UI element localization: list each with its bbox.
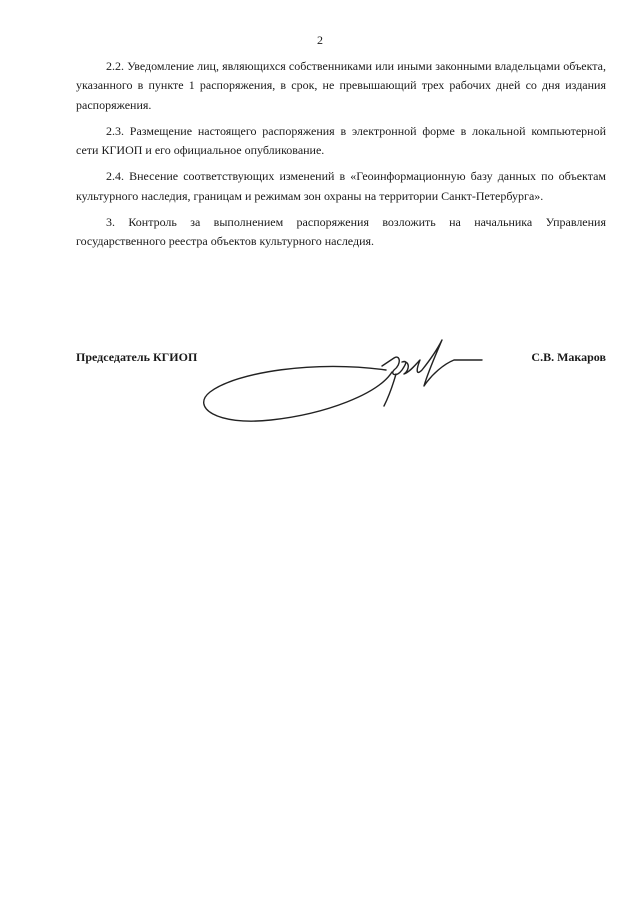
paragraph-line: компьютерной сети КГИОП и его официальное опубликование. [76, 123, 607, 158]
document-body [76, 57, 606, 259]
paragraph-line: 3. Контроль за выполнением распоряжения возложить на начальника Управления [106, 215, 606, 230]
page-number: 2 [317, 33, 323, 47]
paragraph-2-4 [76, 167, 606, 206]
paragraph-line: 2.3. Размещение настоящего распоряжения в электронной форме в локальной [106, 123, 526, 138]
paragraph-line: объекта, указанного в пункте 1 распоряжения, в срок, не превышающий трех рабочих дней [76, 59, 607, 93]
paragraph-3 [76, 213, 606, 252]
signature-block [76, 330, 606, 440]
signature-flourish [382, 340, 482, 386]
paragraph-2-3 [76, 122, 606, 161]
paragraph-line: государственного реестра объектов культурного наследия. [76, 234, 375, 249]
paragraph-line: 2.4. Внесение соответствующих изменений в «Геоинформационную базу данных [106, 169, 537, 184]
signature-strokes [204, 340, 482, 421]
paragraph-line: по объектам культурного наследия, границам и режимам зон охраны [76, 169, 607, 203]
paragraph-line: 2.2. Уведомление лиц, являющихся собственниками или иными законными владельцами [106, 59, 561, 73]
signatory-title: Председатель КГИОП [76, 350, 198, 364]
signatory-name: С.В. Макаров [531, 350, 606, 364]
paragraph-2-2 [76, 57, 606, 115]
paragraph-line: со дня издания распоряжения. [76, 78, 606, 112]
signature-loop [204, 366, 392, 421]
handwritten-signature [196, 330, 496, 430]
paragraph-line: на территории Санкт-Петербурга». [364, 188, 544, 203]
